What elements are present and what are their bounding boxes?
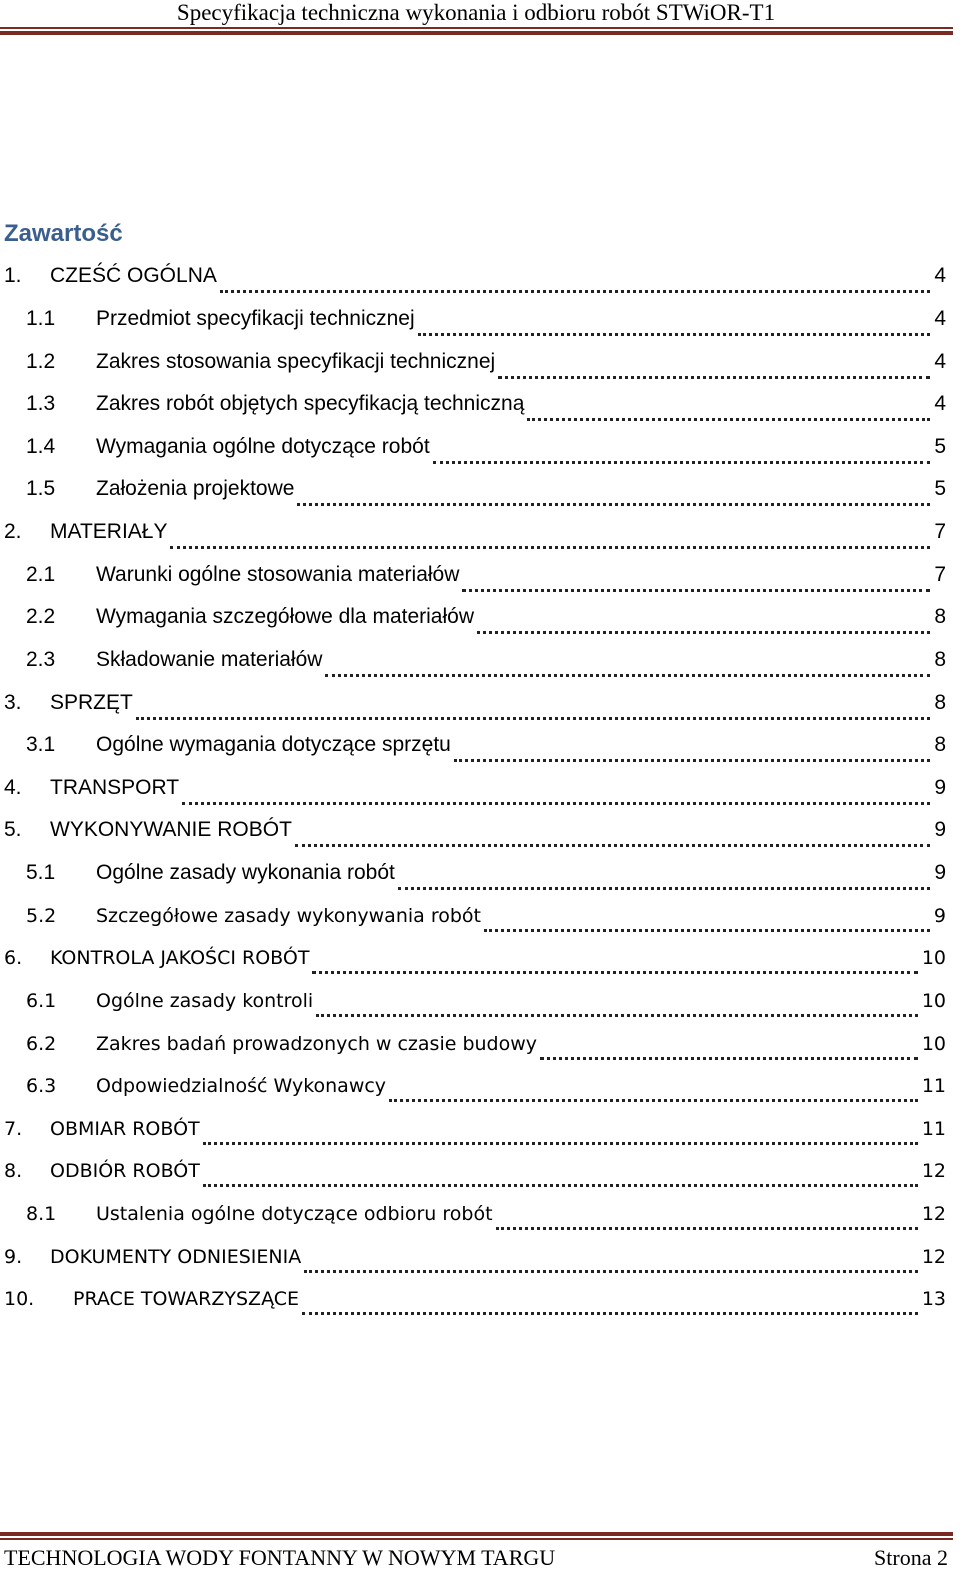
toc-entry-number: 3.1 bbox=[26, 733, 56, 757]
toc-dot-leader bbox=[170, 525, 930, 549]
toc-entry-number: 6.2 bbox=[26, 1032, 57, 1055]
toc-entry-page: 7 bbox=[934, 562, 946, 586]
toc-entry[interactable] bbox=[0, 1150, 952, 1193]
toc-entry-page: 4 bbox=[934, 349, 946, 373]
toc-entry[interactable] bbox=[0, 383, 952, 426]
toc-dot-leader bbox=[398, 866, 930, 890]
toc-entry[interactable] bbox=[0, 937, 952, 980]
toc-dot-leader bbox=[433, 440, 931, 464]
toc-entry-label: TRANSPORT bbox=[50, 775, 180, 799]
toc-dot-leader bbox=[302, 1293, 918, 1315]
toc-entry-label: Ustalenia ogólne dotyczące odbioru robót bbox=[96, 1203, 493, 1226]
toc-entry-page: 10 bbox=[921, 1032, 946, 1055]
toc-entry-label: DOKUMENTY ODNIESIENIA bbox=[50, 1245, 302, 1268]
toc-entry[interactable] bbox=[0, 553, 952, 596]
toc-entry[interactable] bbox=[0, 724, 952, 767]
toc-entry-label: Wymagania ogólne dotyczące robót bbox=[96, 434, 430, 458]
toc-entry-page: 9 bbox=[933, 904, 946, 927]
toc-entry[interactable] bbox=[0, 1022, 952, 1065]
toc-dot-leader bbox=[496, 1208, 918, 1230]
toc-entry-number: 2.3 bbox=[26, 647, 56, 671]
toc-dot-leader bbox=[182, 781, 930, 805]
toc-dot-leader bbox=[540, 1038, 918, 1060]
toc-dot-leader bbox=[295, 823, 930, 847]
toc-entry[interactable] bbox=[0, 809, 952, 852]
page-header-title: Specyfikacja techniczna wykonania i odbioru robót STWiOR-T1 bbox=[176, 0, 776, 25]
toc-entry-number: 2. bbox=[4, 520, 22, 544]
toc-entry-page: 5 bbox=[934, 477, 946, 501]
toc-dot-leader bbox=[203, 1165, 918, 1187]
toc-dot-leader bbox=[527, 397, 930, 421]
toc-entry[interactable] bbox=[0, 681, 952, 724]
toc-entry[interactable] bbox=[0, 1235, 952, 1278]
toc-entry-page: 10 bbox=[921, 989, 946, 1012]
toc-entry-number: 1.1 bbox=[26, 306, 56, 330]
toc-entry-number: 9. bbox=[4, 1245, 23, 1268]
toc-entry-label: Odpowiedzialność Wykonawcy bbox=[96, 1075, 387, 1098]
toc-entry-label: Składowanie materiałów bbox=[96, 647, 323, 671]
toc-entry-label: Zakres stosowania specyfikacji technicznej bbox=[96, 349, 496, 373]
toc-entry[interactable] bbox=[0, 298, 952, 341]
toc-dot-leader bbox=[203, 1123, 918, 1145]
toc-dot-leader bbox=[389, 1080, 918, 1102]
toc-entry-number: 8. bbox=[4, 1160, 23, 1183]
toc-entry-label: Zakres badań prowadzonych w czasie budowy bbox=[96, 1032, 538, 1055]
toc-entry-page: 11 bbox=[921, 1117, 946, 1140]
footer-project-name: TECHNOLOGIA WODY FONTANNY W NOWYM TARGU bbox=[4, 1545, 556, 1570]
toc-entry-number: 1.4 bbox=[26, 434, 56, 458]
footer-rule bbox=[0, 1532, 953, 1540]
toc-entry-number: 5.1 bbox=[26, 861, 56, 885]
toc-entry-page: 12 bbox=[921, 1203, 946, 1226]
toc-entry-label: SPRZĘT bbox=[50, 690, 133, 714]
toc-entry-label: PRACE TOWARZYSZĄCE bbox=[73, 1288, 300, 1311]
toc-entry-label: WYKONYWANIE ROBÓT bbox=[50, 818, 292, 842]
toc-entry-label: ODBIÓR ROBÓT bbox=[50, 1160, 200, 1183]
toc-entry-page: 12 bbox=[921, 1160, 946, 1183]
toc-entry-number: 1.3 bbox=[26, 392, 56, 416]
toc-dot-leader bbox=[498, 355, 930, 379]
toc-entry-number: 7. bbox=[4, 1117, 23, 1140]
toc-dot-leader bbox=[297, 482, 930, 506]
toc-dot-leader bbox=[136, 696, 930, 720]
toc-entry-number: 1. bbox=[4, 264, 22, 288]
toc-entry-number: 6.1 bbox=[26, 989, 57, 1012]
toc-dot-leader bbox=[316, 995, 918, 1017]
toc-heading: Zawartość bbox=[4, 220, 123, 247]
toc-entry-page: 4 bbox=[934, 392, 946, 416]
toc-entry[interactable] bbox=[0, 511, 952, 554]
toc-entry-label: Założenia projektowe bbox=[96, 477, 295, 501]
toc-entry-number: 1.5 bbox=[26, 477, 56, 501]
toc-entry-number: 6. bbox=[4, 947, 23, 970]
toc-entry-label: Ogólne zasady kontroli bbox=[96, 989, 314, 1012]
toc-entry-number: 1.2 bbox=[26, 349, 56, 373]
toc-entry[interactable] bbox=[0, 468, 952, 511]
toc-entry-page: 12 bbox=[921, 1245, 946, 1268]
toc-dot-leader bbox=[484, 910, 930, 932]
toc-entry-number: 3. bbox=[4, 690, 22, 714]
toc-entry-label: Ogólne zasady wykonania robót bbox=[96, 861, 395, 885]
toc-entry-page: 9 bbox=[934, 818, 946, 842]
toc-entry[interactable] bbox=[0, 852, 952, 895]
toc-entry-number: 5. bbox=[4, 818, 22, 842]
toc-entry-label: Szczegółowe zasady wykonywania robót bbox=[96, 904, 481, 927]
toc-entry-label: Zakres robót objętych specyfikacją techniczną bbox=[96, 392, 525, 416]
toc-entry-number: 5.2 bbox=[26, 904, 57, 927]
toc-entry-number: 2.1 bbox=[26, 562, 56, 586]
toc-entry[interactable] bbox=[0, 255, 952, 298]
toc-entry[interactable] bbox=[0, 980, 952, 1023]
toc-entry-page: 8 bbox=[934, 733, 946, 757]
toc-entry-label: CZEŚĆ OGÓLNA bbox=[50, 264, 217, 288]
toc-entry-label: Warunki ogólne stosowania materiałów bbox=[96, 562, 460, 586]
toc-dot-leader bbox=[220, 269, 930, 293]
toc-entry-number: 10. bbox=[4, 1288, 35, 1311]
toc-dot-leader bbox=[454, 738, 930, 762]
toc-entry-number: 4. bbox=[4, 775, 22, 799]
toc-entry-page: 4 bbox=[934, 264, 946, 288]
toc-entry[interactable] bbox=[0, 596, 952, 639]
header-rule bbox=[0, 27, 953, 35]
toc-entry[interactable] bbox=[0, 1108, 952, 1151]
toc-entry-page: 8 bbox=[934, 647, 946, 671]
toc-entry[interactable] bbox=[0, 1193, 952, 1236]
toc-entry-label: MATERIAŁY bbox=[50, 520, 168, 544]
toc-dot-leader bbox=[462, 568, 930, 592]
toc-entry[interactable] bbox=[0, 639, 952, 682]
toc-entry-page: 4 bbox=[934, 306, 946, 330]
toc-entry-page: 7 bbox=[934, 520, 946, 544]
toc-dot-leader bbox=[325, 653, 930, 677]
toc-entry[interactable] bbox=[0, 340, 952, 383]
toc-entry-label: Przedmiot specyfikacji technicznej bbox=[96, 306, 415, 330]
toc-entry-number: 6.3 bbox=[26, 1075, 57, 1098]
footer-page-number: Strona 2 bbox=[874, 1545, 948, 1570]
toc-entry-label: Ogólne wymagania dotyczące sprzętu bbox=[96, 733, 451, 757]
toc-entry-page: 13 bbox=[921, 1288, 946, 1311]
toc-entry[interactable] bbox=[0, 767, 952, 810]
toc-entry[interactable] bbox=[0, 426, 952, 469]
toc-entry-page: 8 bbox=[934, 605, 946, 629]
toc-entry[interactable] bbox=[0, 894, 952, 937]
toc-dot-leader bbox=[418, 312, 931, 336]
toc-dot-leader bbox=[477, 610, 930, 634]
toc-entry-page: 5 bbox=[934, 434, 946, 458]
toc-entry-page: 10 bbox=[921, 947, 946, 970]
toc-entry-page: 11 bbox=[921, 1075, 946, 1098]
toc-entry[interactable] bbox=[0, 1065, 952, 1108]
toc-entry-page: 9 bbox=[934, 775, 946, 799]
toc-entry[interactable] bbox=[0, 1278, 952, 1321]
toc-entry-number: 2.2 bbox=[26, 605, 56, 629]
toc-entry-label: OBMIAR ROBÓT bbox=[50, 1117, 200, 1140]
toc-dot-leader bbox=[312, 952, 917, 974]
toc-entry-number: 8.1 bbox=[26, 1203, 57, 1226]
toc-entry-page: 8 bbox=[934, 690, 946, 714]
toc-entry-label: Wymagania szczegółowe dla materiałów bbox=[96, 605, 474, 629]
toc-entry-label: KONTROLA JAKOŚCI ROBÓT bbox=[50, 947, 310, 970]
toc-entry-page: 9 bbox=[934, 861, 946, 885]
toc-dot-leader bbox=[304, 1251, 918, 1273]
table-of-contents bbox=[0, 255, 952, 1321]
